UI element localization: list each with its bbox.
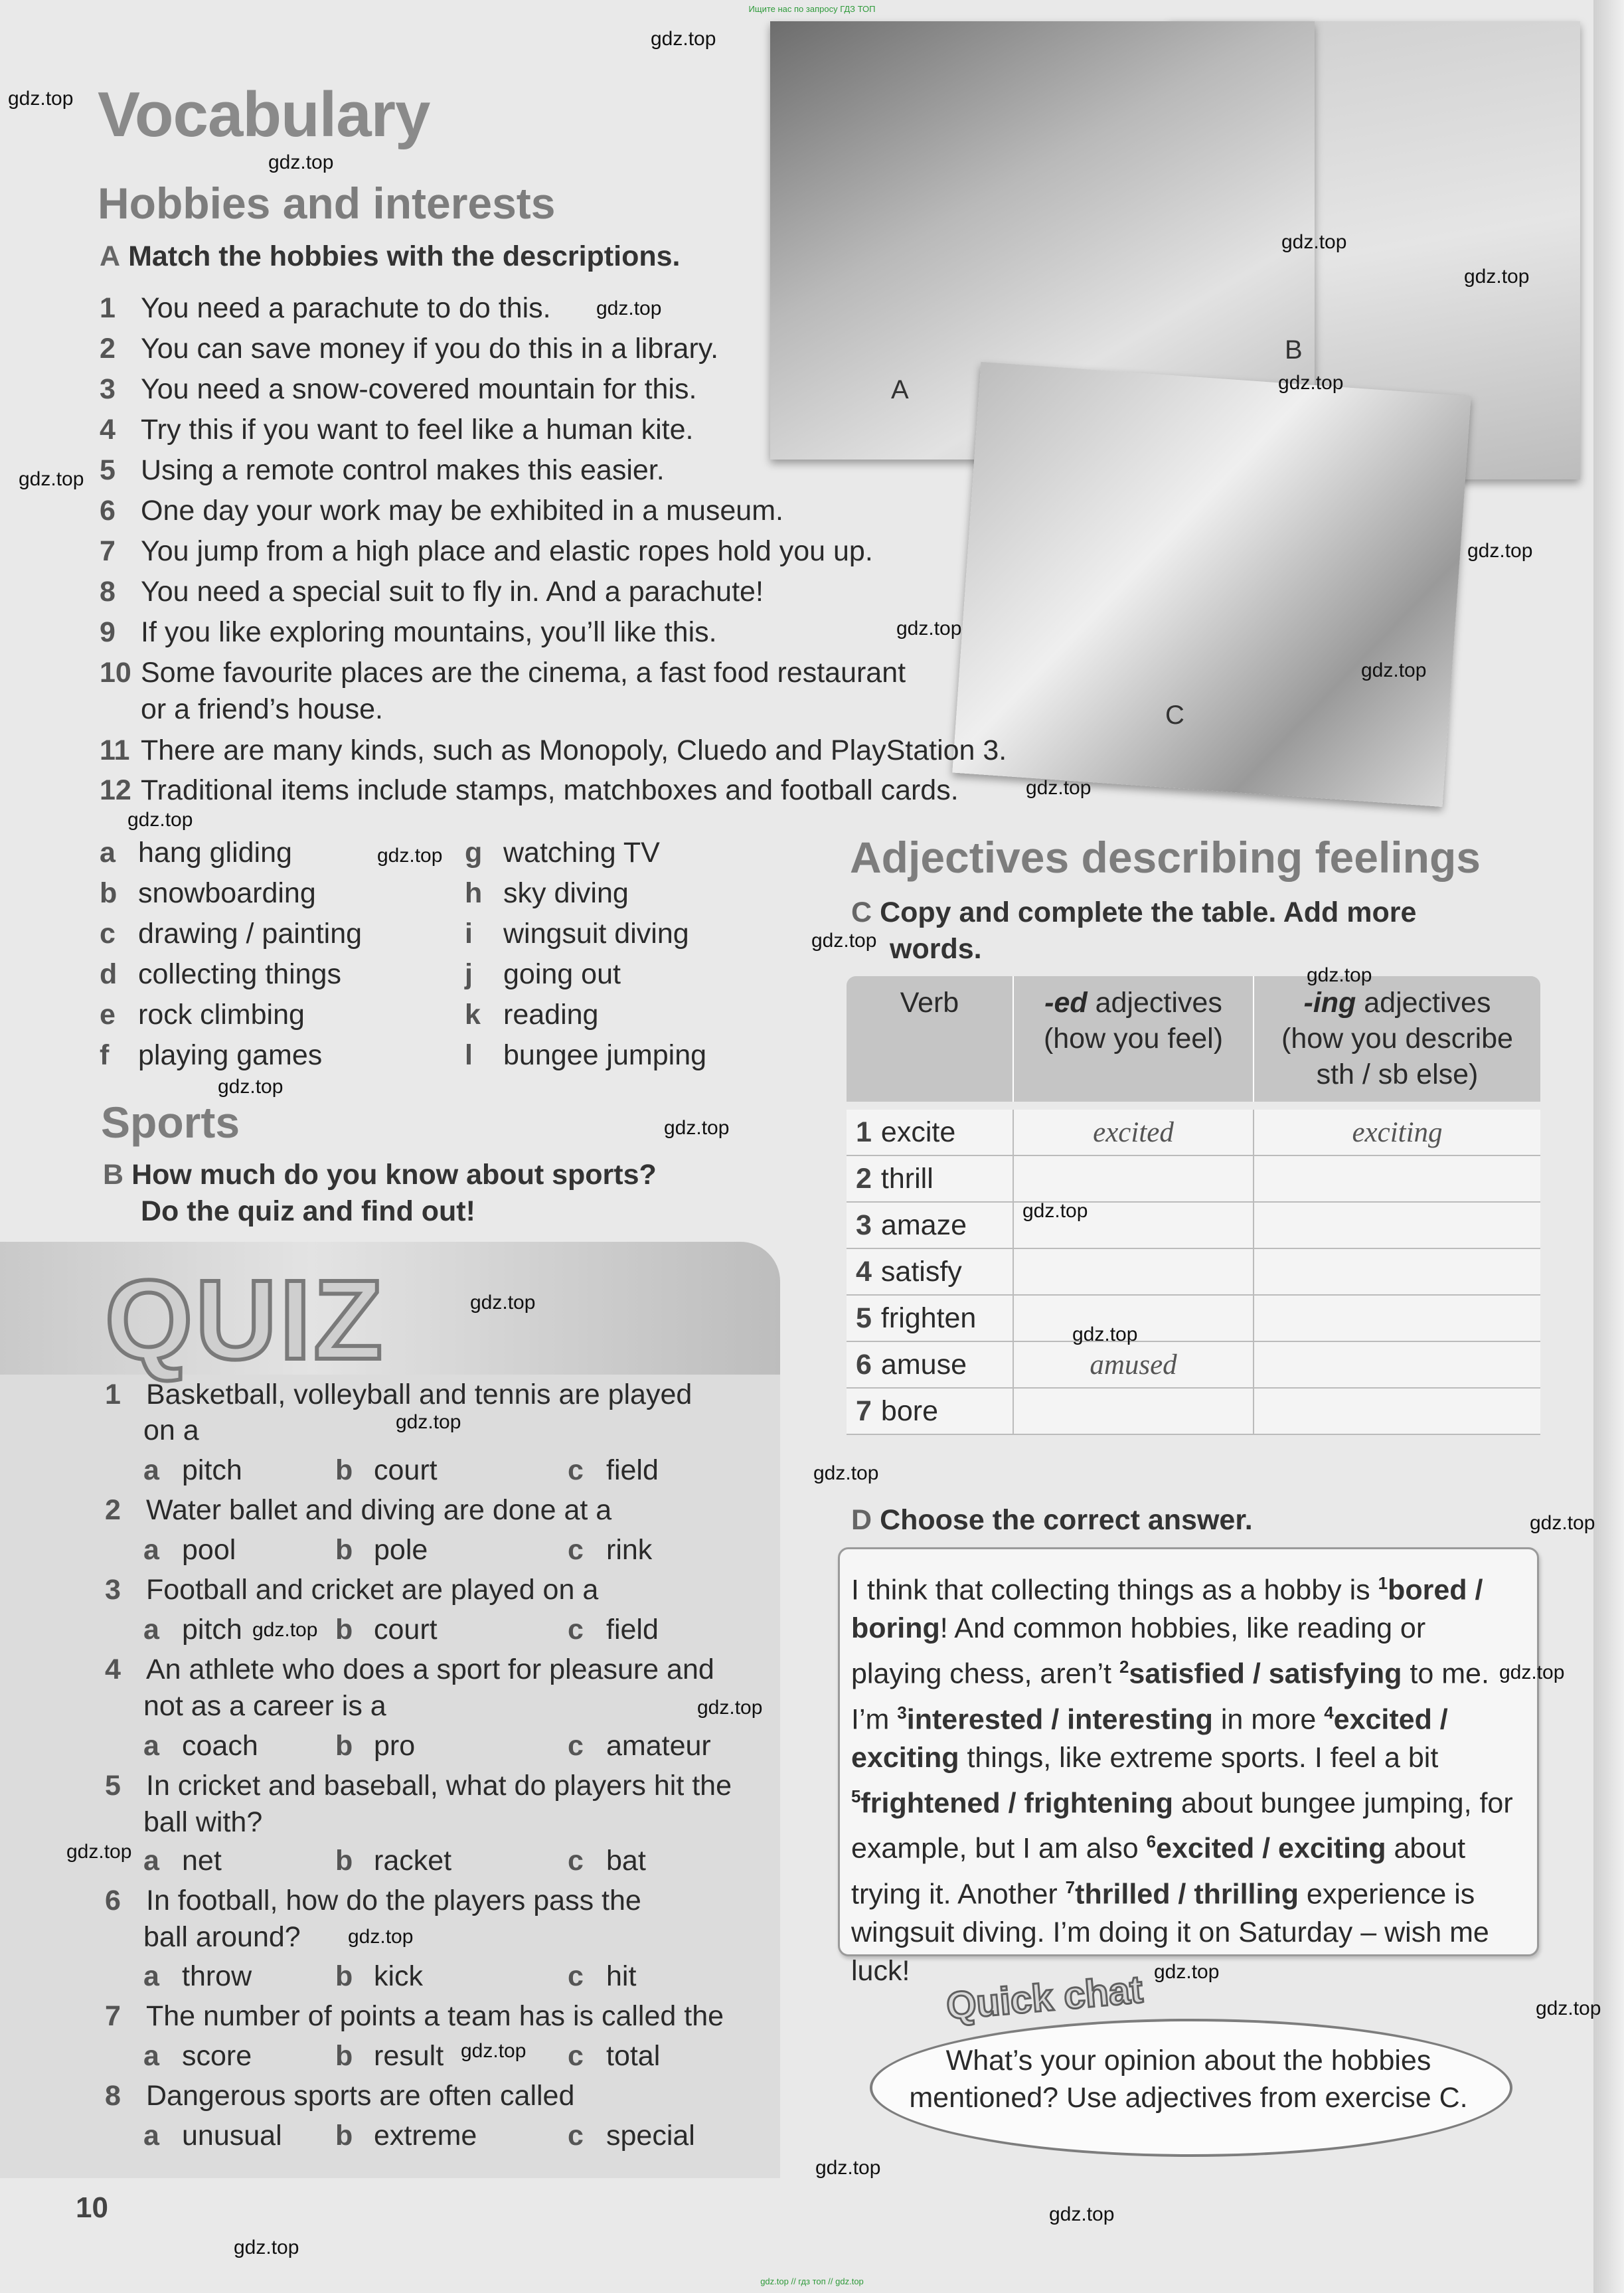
- hobby-option: h sky diving: [465, 877, 629, 909]
- watermark: gdz.top: [66, 1841, 132, 1863]
- quiz-question: 3 Football and cricket are played on a: [105, 1574, 599, 1606]
- watermark: gdz.top: [1026, 777, 1092, 799]
- hobby-option: d collecting things: [100, 958, 341, 990]
- hobby-option: k reading: [465, 999, 599, 1031]
- photo-label-a: A: [891, 375, 909, 404]
- watermark: gdz.top: [1464, 266, 1530, 288]
- photo-label-c: C: [1165, 701, 1184, 730]
- page-edge-shadow: [1593, 0, 1624, 2293]
- table-row: 6 amuse amused: [847, 1342, 1540, 1389]
- sentence: 2 You can save money if you do this in a library.: [100, 333, 719, 365]
- quiz-option-a: a pitch: [143, 1454, 242, 1486]
- sentence: 10 Some favourite places are the cinema, a fast food restaurant: [100, 657, 906, 689]
- watermark: gdz.top: [127, 809, 193, 831]
- page-number: 10: [76, 2191, 108, 2224]
- table-row: 3 amaze: [847, 1203, 1540, 1249]
- instruction-c-line2: words.: [890, 933, 982, 965]
- watermark: gdz.top: [815, 2157, 881, 2179]
- sentence: 1 You need a parachute to do this.: [100, 292, 551, 324]
- quiz-option-a: a unusual: [143, 2120, 282, 2152]
- watermark: gdz.top: [1278, 372, 1344, 394]
- hobby-option: j going out: [465, 958, 621, 990]
- quiz-option-b: b court: [335, 1614, 438, 1646]
- watermark: gdz.top: [811, 930, 877, 952]
- hobby-option: b snowboarding: [100, 877, 316, 909]
- quiz-question-cont: ball with?: [143, 1806, 263, 1838]
- quiz-option-c: c field: [568, 1614, 659, 1646]
- watermark: gdz.top: [348, 1926, 414, 1948]
- quiz-option-c: c bat: [568, 1845, 646, 1877]
- choice-6: excited / exciting: [1156, 1832, 1386, 1865]
- watermark: gdz.top: [19, 468, 84, 490]
- sentence: 5 Using a remote control makes this easier.: [100, 454, 665, 486]
- table-header-row: [847, 976, 1540, 1102]
- watermark: gdz.top: [1049, 2203, 1115, 2225]
- header-ing: -ing adjectives (how you describe sth / sb else): [1254, 976, 1540, 1102]
- watermark: gdz.top: [664, 1117, 730, 1139]
- watermark: gdz.top: [1154, 1961, 1220, 1983]
- watermark: gdz.top: [1072, 1323, 1138, 1345]
- quiz-option-b: b pole: [335, 1534, 428, 1566]
- watermark: gdz.top: [1499, 1661, 1565, 1683]
- watermark: gdz.top: [896, 618, 962, 639]
- watermark: gdz.top: [1022, 1200, 1088, 1222]
- quiz-option-c: c field: [568, 1454, 659, 1486]
- quiz-option-a: a score: [143, 2040, 252, 2072]
- exercise-d-text: I think that collecting things as a hobby is $^1$bored / boring! And common hobbies, like reading or playing chess, aren’t $^2$satisfied / satisfying to me. I’m $^3$interested / interesting in more $^4$excited / exciting things, like extreme sports. I feel a bit $^5$frightened / frightening about bungee jumping, for example, but I am also $^6$excited / exciting about trying it. Another $^7$thrilled / thrilling experience is wingsuit diving. I’m doing it on Saturday – wish me luck!: [851, 1573, 1513, 1987]
- watermark: gdz.top: [268, 151, 334, 173]
- watermark: gdz.top: [1536, 1997, 1601, 2019]
- instruction-d: D Choose the correct answer.: [851, 1504, 1253, 1536]
- header-ed: -ed adjectives (how you feel): [1014, 976, 1254, 1102]
- quiz-question: 7 The number of points a team has is called the: [105, 2000, 724, 2032]
- instruction-b: B How much do you know about sports?: [103, 1159, 657, 1191]
- quick-chat-text: What’s your opinion about the hobbies mentioned? Use adjectives from exercise C.: [909, 2045, 1468, 2114]
- photo-label-b: B: [1285, 335, 1303, 365]
- watermark: gdz.top: [697, 1697, 763, 1719]
- quiz-option-a: a pool: [143, 1534, 236, 1566]
- instruction-c: C Copy and complete the table. Add more: [851, 896, 1417, 928]
- quiz-question-cont: not as a career is a: [143, 1690, 386, 1722]
- quiz-question: 2 Water ballet and diving are done at a: [105, 1494, 612, 1526]
- photo-snowboarding: [952, 362, 1471, 807]
- table-row: 1 excite excited exciting: [847, 1110, 1540, 1156]
- watermark: gdz.top: [1467, 540, 1533, 562]
- watermark: gdz.top: [252, 1619, 318, 1641]
- quiz-option-b: b extreme: [335, 2120, 477, 2152]
- choice-7: thrilled / thrilling: [1075, 1877, 1299, 1910]
- sentence: 6 One day your work may be exhibited in a museum.: [100, 495, 783, 527]
- quiz-option-c: c total: [568, 2040, 661, 2072]
- choice-4: excited / exciting: [851, 1703, 1448, 1774]
- choice-5: frightened / frightening: [860, 1787, 1174, 1820]
- watermark: gdz.top: [396, 1411, 461, 1433]
- sentence-continuation: or a friend’s house.: [141, 693, 383, 725]
- quiz-option-a: a throw: [143, 1960, 252, 1992]
- quiz-option-a: a pitch: [143, 1614, 242, 1646]
- watermark: gdz.top: [377, 845, 443, 867]
- quiz-option-a: a net: [143, 1845, 222, 1877]
- choice-1: bored / boring: [851, 1574, 1483, 1645]
- quiz-question: 8 Dangerous sports are often called: [105, 2080, 575, 2112]
- choice-2: satisfied / satisfying: [1129, 1657, 1402, 1690]
- instruction-letter: A: [100, 240, 121, 272]
- quiz-option-b: b pro: [335, 1730, 416, 1762]
- sentence: 11 There are many kinds, such as Monopoly, Cluedo and PlayStation 3.: [100, 734, 1007, 766]
- quiz-question: 6 In football, how do the players pass the: [105, 1885, 641, 1916]
- watermark: gdz.top: [596, 297, 662, 319]
- sentence: 12 Traditional items include stamps, matchboxes and football cards.: [100, 774, 959, 806]
- section-title-feelings: Adjectives describing feelings: [850, 833, 1481, 882]
- table-row: 2 thrill: [847, 1156, 1540, 1203]
- quiz-option-c: c amateur: [568, 1730, 711, 1762]
- watermark: gdz.top: [461, 2040, 527, 2062]
- hobby-option: c drawing / painting: [100, 918, 363, 950]
- sentence: 9 If you like exploring mountains, you’ll like this.: [100, 616, 717, 648]
- quiz-option-b: b result: [335, 2040, 444, 2072]
- quiz-option-b: b court: [335, 1454, 438, 1486]
- quiz-option-b: b racket: [335, 1845, 452, 1877]
- instruction-a: [100, 240, 680, 273]
- quiz-question-cont: ball around?: [143, 1921, 301, 1953]
- site-banner-bottom: gdz.top // гдз топ // gdz.top: [760, 2276, 864, 2286]
- instruction-text: Match the hobbies with the descriptions.: [128, 240, 681, 272]
- watermark: gdz.top: [813, 1462, 879, 1484]
- watermark: gdz.top: [1307, 964, 1372, 986]
- instruction-b-line2: Do the quiz and find out!: [141, 1195, 475, 1227]
- hobby-option: a hang gliding: [100, 837, 292, 869]
- hobby-option: e rock climbing: [100, 999, 305, 1031]
- sentence: 4 Try this if you want to feel like a human kite.: [100, 414, 694, 446]
- hobby-option: f playing games: [100, 1039, 323, 1071]
- hobby-option: g watching TV: [465, 837, 660, 869]
- watermark: gdz.top: [1530, 1512, 1595, 1534]
- watermark: gdz.top: [218, 1076, 284, 1098]
- quiz-option-a: a coach: [143, 1730, 258, 1762]
- page-title: Vocabulary: [98, 79, 430, 150]
- section-title-sports: Sports: [101, 1098, 240, 1147]
- table-row: 4 satisfy: [847, 1249, 1540, 1296]
- quick-chat-title: Quick chat: [944, 1968, 1145, 2028]
- quiz-question: 4 An athlete who does a sport for pleasure and: [105, 1654, 714, 1685]
- watermark: gdz.top: [1281, 231, 1347, 253]
- watermark: gdz.top: [470, 1292, 536, 1314]
- hobby-option: i wingsuit diving: [465, 918, 689, 950]
- watermark: gdz.top: [1361, 659, 1427, 681]
- quiz-option-c: c hit: [568, 1960, 637, 1992]
- quiz-option-b: b kick: [335, 1960, 424, 1992]
- table-row: 7 bore: [847, 1389, 1540, 1435]
- quiz-question: 5 In cricket and baseball, what do players hit the: [105, 1770, 732, 1802]
- quiz-option-c: c special: [568, 2120, 695, 2152]
- sentence: 8 You need a special suit to fly in. And a parachute!: [100, 576, 764, 608]
- quiz-question: 1 Basketball, volleyball and tennis are played: [105, 1379, 692, 1410]
- quiz-option-c: c rink: [568, 1534, 653, 1566]
- watermark: gdz.top: [234, 2237, 299, 2258]
- adjectives-table: [847, 976, 1540, 1435]
- table-row: 5 frighten: [847, 1296, 1540, 1342]
- quiz-title: QUIZ: [105, 1257, 386, 1383]
- choice-3: interested / interesting: [906, 1703, 1213, 1735]
- quiz-question-cont: on a: [143, 1414, 199, 1446]
- site-banner-top: Ищите нас по запросу ГДЗ ТОП: [748, 4, 876, 14]
- sentence: 7 You jump from a high place and elastic ropes hold you up.: [100, 535, 873, 567]
- section-title-hobbies: Hobbies and interests: [98, 179, 556, 228]
- watermark: gdz.top: [651, 28, 716, 50]
- sentence: 3 You need a snow-covered mountain for this.: [100, 373, 697, 405]
- header-verb: Verb: [847, 976, 1014, 1102]
- hobby-option: l bungee jumping: [465, 1039, 707, 1071]
- watermark: gdz.top: [8, 88, 74, 110]
